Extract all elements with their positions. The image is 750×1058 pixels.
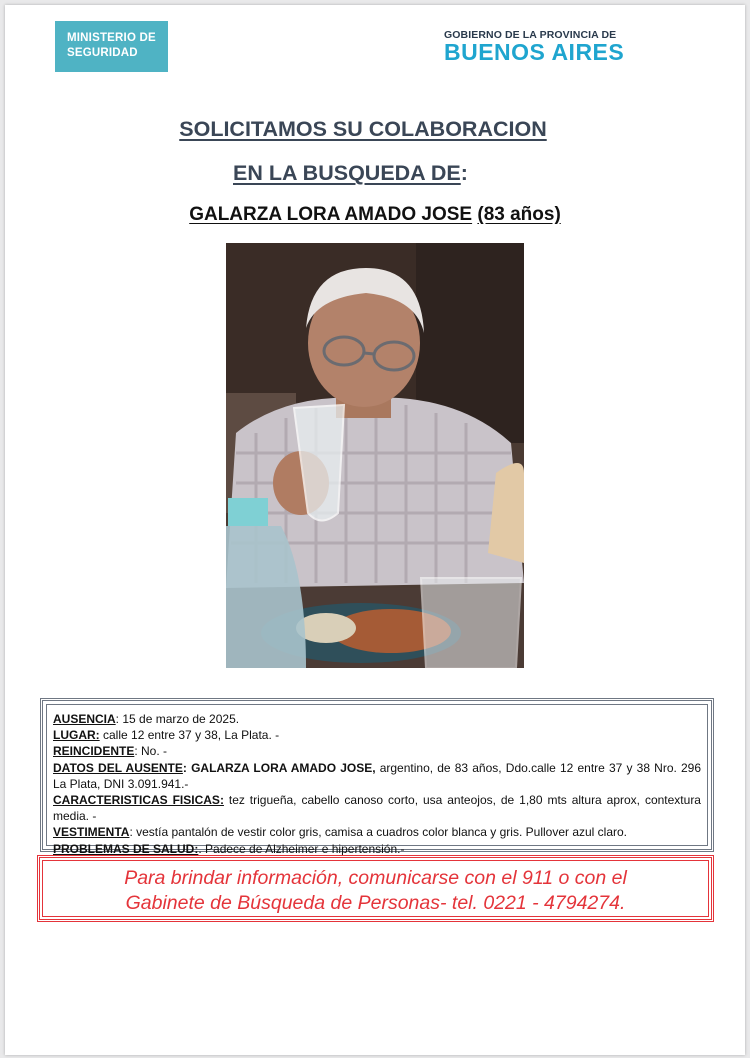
- ministerio-line2: SEGURIDAD: [67, 47, 138, 59]
- person-photo-illustration: [226, 243, 524, 668]
- salud-label: PROBLEMAS DE SALUD:: [53, 841, 199, 856]
- lugar-value: calle 12 entre 37 y 38, La Plata. -: [99, 728, 280, 743]
- details-box: [40, 698, 714, 856]
- reincidente-label: REINCIDENTE: [53, 744, 135, 759]
- details-content: [46, 704, 708, 856]
- vestimenta-label: VESTIMENTA: [53, 825, 130, 840]
- person-age: (83 años): [477, 204, 561, 225]
- reincidente-value: : No. -: [134, 744, 168, 759]
- vestimenta-value: : vestía pantalón de vestir color gris, camisa a cuadros color blanca y gris. Pullover azul claro.: [129, 825, 628, 840]
- contact-box: [37, 855, 714, 922]
- datos-value: argentino, de 83 años, Ddo.calle 12 entre 37 y 38 Nro. 296 La Plata, DNI 3.091.941.-: [53, 760, 702, 791]
- caracteristicas-value: tez trigueña, cabello canoso corto, usa anteojos, de 1,80 mts altura aprox, contextura media. -: [53, 793, 701, 824]
- title-line2: [233, 161, 468, 186]
- datos-row: [53, 760, 701, 792]
- caracteristicas-label: CARACTERISTICAS FISICAS:: [53, 793, 224, 808]
- buenos-aires-logo: BUENOS AIRES: [444, 39, 625, 65]
- reincidente-row: [53, 743, 701, 759]
- caracteristicas-row: [53, 792, 701, 824]
- vestimenta-row: [53, 824, 701, 840]
- gobierno-label: GOBIERNO DE LA PROVINCIA DE: [444, 29, 617, 41]
- contact-line2: Gabinete de Búsqueda de Personas- tel. 0221 - 4794274.: [125, 892, 626, 914]
- lugar-row: [53, 727, 701, 743]
- ausencia-value: : 15 de marzo de 2025.: [115, 712, 240, 726]
- title-line2-colon: :: [460, 161, 468, 185]
- ministerio-line1: MINISTERIO DE: [67, 32, 156, 44]
- lugar-label: LUGAR:: [53, 728, 100, 743]
- title-line1: SOLICITAMOS SU COLABORACION: [179, 117, 547, 141]
- missing-person-photo: [226, 243, 524, 668]
- ministerio-logo: [55, 21, 168, 72]
- datos-label: DATOS DEL AUSENTE: [53, 760, 183, 775]
- person-name: GALARZA LORA AMADO JOSE: [189, 204, 473, 225]
- ausencia-row: [53, 711, 701, 727]
- salud-value: . Padece de Alzheimer e hipertensión.-: [198, 841, 405, 856]
- person-name-heading: [0, 204, 750, 226]
- title-line2-text: EN LA BUSQUEDA DE: [233, 161, 461, 185]
- contact-content: [42, 860, 709, 917]
- contact-line1: Para brindar información, comunicarse con el 911 o con el: [124, 867, 627, 889]
- datos-name: : GALARZA LORA AMADO JOSE,: [182, 760, 376, 775]
- ausencia-label: AUSENCIA: [53, 712, 116, 726]
